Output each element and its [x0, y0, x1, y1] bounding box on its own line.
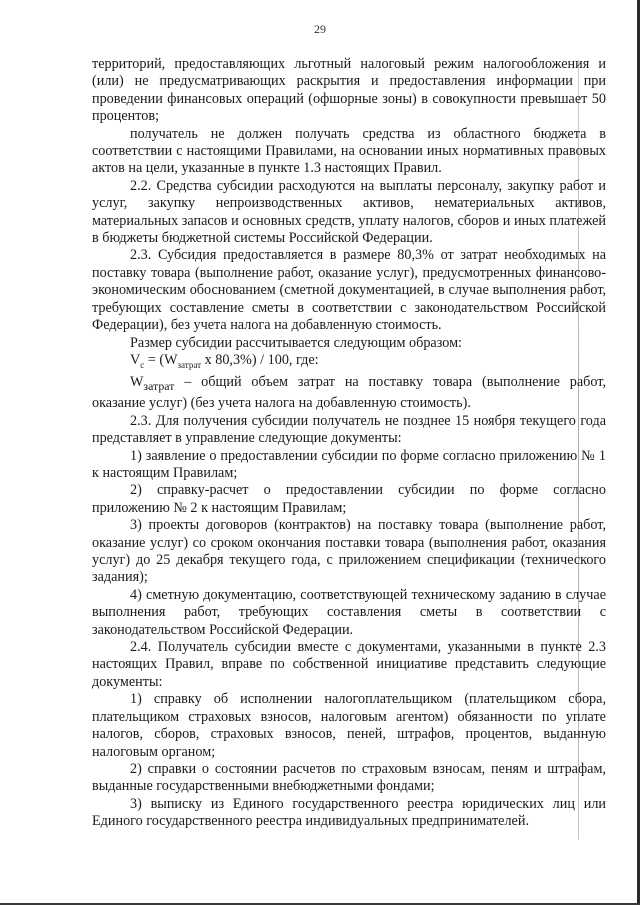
list-item: 3) выписку из Единого государственного реестра юридических лиц или Единого государственного реестра индивидуальных предпринимателей. — [92, 795, 606, 830]
formula-lhs: V — [130, 351, 141, 368]
list-item: 2) справки о состоянии расчетов по страховым взносам, пеням и штрафам, выданные государственными внебюджетными фондами; — [92, 760, 606, 795]
definition-w: W — [130, 374, 144, 391]
list-item: 3) проекты договоров (контрактов) на поставку товара (выполнение работ, оказание услуг) со сроком окончания поставки товара (выполнения работ, оказания услуг) до 25 декабря текущего года, с приложением спецификации (технического задания); — [92, 517, 606, 586]
definition-text: – общий объем затрат на поставку товара (выполнение работ, оказание услуг) (без учета налога на добавленную стоимость). — [92, 374, 606, 412]
document-body — [92, 56, 606, 831]
list-item: 2) справку-расчет о предоставлении субсидии по форме согласно приложению № 2 к настоящим Правилам; — [92, 482, 606, 516]
formula-rest: х 80,3%) / 100, где: — [201, 351, 319, 368]
formula-lhs-sub: с — [140, 359, 145, 370]
formula-w-sub: затрат — [177, 359, 202, 370]
paragraph: 2.3. Субсидия предоставляется в размере 80,3% от затрат необходимых на поставку товара (выполнение работ, оказание услуг), предусмотренных финансово-экономическим обоснованием (сметной документацией, в случае выполнения работ, требующих составление сметы в соответствии с законодательством Российской Федерации), без учета налога на добавленную стоимость. — [92, 247, 606, 334]
paragraph: 2.2. Средства субсидии расходуются на выплаты персоналу, закупку работ и услуг, закупку непроизводственных активов, нематериальных активов, материальных запасов и основных средств, уплату налогов, сборов и иных платежей в бюджеты бюджетной системы Российской Федерации. — [92, 177, 606, 247]
definition-w-sub: затрат — [143, 378, 175, 393]
paragraph: 2.4. Получатель субсидии вместе с документами, указанными в пункте 2.3 настоящих Правил, вправе по собственной инициативе представить следующие документы: — [92, 639, 606, 690]
list-item: 1) заявление о предоставлении субсидии по форме согласно приложению № 1 к настоящим Правилам; — [92, 447, 606, 481]
subsidy-formula — [92, 352, 606, 374]
formula-eq: = (W — [144, 351, 178, 368]
page-number: 29 — [314, 22, 326, 36]
paragraph: получатель не должен получать средства из областного бюджета в соответствии с настоящими Правилами, на основании иных нормативных правовых актов на цели, указанные в пункте 1.3 настоящих Правил. — [92, 125, 606, 177]
formula-definition — [92, 374, 606, 413]
list-item: 1) справку об исполнении налогоплательщиком (плательщиком сбора, плательщиком страховых взносов, налоговым агентом) обязанности по уплате налогов, сборов, страховых взносов, пеней, штрафов, процентов, выданную налоговым органом; — [92, 691, 606, 760]
paragraph: территорий, предоставляющих льготный налоговый режим налогообложения и (или) не предусматривающих раскрытия и предоставления информации при проведении финансовых операций (офшорные зоны) в совокупности превышает 50 процентов; — [92, 56, 606, 125]
list-item: 4) сметную документацию, соответствующей техническому заданию в случае выполнения работ, требующих составления сметы в соответствии с законодательством Российской Федерации. — [92, 586, 606, 638]
paragraph: 2.3. Для получения субсидии получатель не позднее 15 ноября текущего года представляет в управление следующие документы: — [92, 412, 606, 447]
paragraph: Размер субсидии рассчитывается следующим образом: — [130, 334, 462, 351]
